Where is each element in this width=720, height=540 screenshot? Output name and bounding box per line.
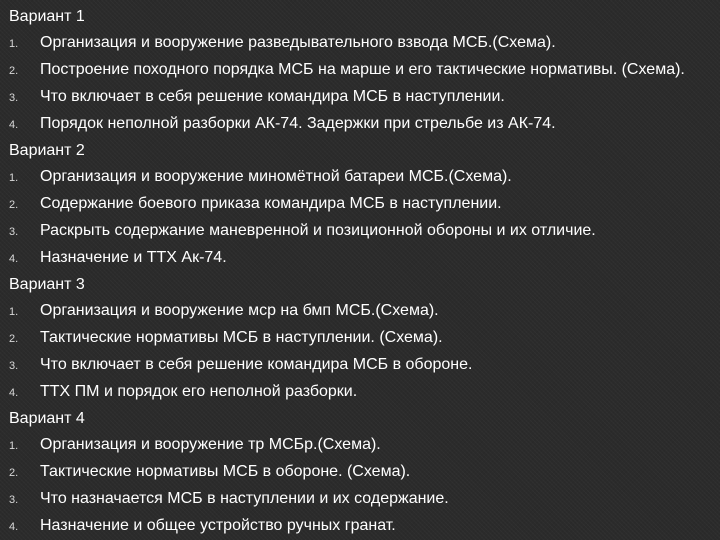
item-number: 3. <box>9 494 19 506</box>
item-text: Что включает в себя решение командира МСБ в наступлении. <box>40 88 505 105</box>
question-item <box>9 245 714 272</box>
variant-2 <box>9 138 714 272</box>
item-text: Организация и вооружение тр МСБр.(Схема). <box>40 436 381 453</box>
item-number: 1. <box>9 172 19 184</box>
variant-4 <box>9 406 714 540</box>
item-text: ТТХ ПМ и порядок его неполной разборки. <box>40 383 358 400</box>
variant-title: Вариант 2 <box>9 142 85 159</box>
item-number: 3. <box>9 360 19 372</box>
slide-content <box>9 4 714 540</box>
item-number: 1. <box>9 38 19 50</box>
item-number: 3. <box>9 92 19 104</box>
item-text: Тактические нормативы МСБ в обороне. (Схема). <box>40 463 411 480</box>
variant-title: Вариант 1 <box>9 8 85 25</box>
item-number: 2. <box>9 199 19 211</box>
variant-1 <box>9 4 714 138</box>
item-number: 4. <box>9 387 19 399</box>
question-item <box>9 298 714 325</box>
question-list <box>9 164 714 272</box>
item-text: Назначение и общее устройство ручных гранат. <box>40 517 396 534</box>
item-text: Назначение и ТТХ Ак-74. <box>40 249 227 266</box>
question-item <box>9 111 714 138</box>
variant-3 <box>9 272 714 406</box>
question-item <box>9 379 714 406</box>
variant-title: Вариант 4 <box>9 410 85 427</box>
question-item <box>9 486 714 513</box>
item-text: Построение походного порядка МСБ на марше и его тактические нормативы. (Схема). <box>40 61 685 78</box>
question-list <box>9 432 714 540</box>
item-number: 3. <box>9 226 19 238</box>
item-number: 1. <box>9 306 19 318</box>
variant-title: Вариант 3 <box>9 276 85 293</box>
item-number: 4. <box>9 119 19 131</box>
question-item <box>9 432 714 459</box>
question-item <box>9 459 714 486</box>
item-number: 1. <box>9 440 19 452</box>
item-number: 2. <box>9 65 19 77</box>
item-text: Раскрыть содержание маневренной и позиционной обороны и их отличие. <box>40 222 596 239</box>
item-text: Организация и вооружение мср на бмп МСБ.(Схема). <box>40 302 439 319</box>
question-item <box>9 164 714 191</box>
question-list <box>9 30 714 138</box>
item-text: Что включает в себя решение командира МСБ в обороне. <box>40 356 473 373</box>
question-list <box>9 298 714 406</box>
question-item <box>9 191 714 218</box>
item-text: Содержание боевого приказа командира МСБ в наступлении. <box>40 195 502 212</box>
question-item <box>9 513 714 540</box>
question-item <box>9 57 714 84</box>
question-item <box>9 218 714 245</box>
question-item <box>9 84 714 111</box>
item-number: 4. <box>9 521 19 533</box>
item-number: 2. <box>9 333 19 345</box>
item-number: 4. <box>9 253 19 265</box>
item-text: Организация и вооружение миномётной батареи МСБ.(Схема). <box>40 168 512 185</box>
item-text: Что назначается МСБ в наступлении и их содержание. <box>40 490 449 507</box>
item-text: Организация и вооружение разведывательного взвода МСБ.(Схема). <box>40 34 556 51</box>
question-item <box>9 352 714 379</box>
item-text: Порядок неполной разборки АК-74. Задержки при стрельбе из АК-74. <box>40 115 556 132</box>
item-number: 2. <box>9 467 19 479</box>
question-item <box>9 30 714 57</box>
item-text: Тактические нормативы МСБ в наступлении. (Схема). <box>40 329 443 346</box>
question-item <box>9 325 714 352</box>
